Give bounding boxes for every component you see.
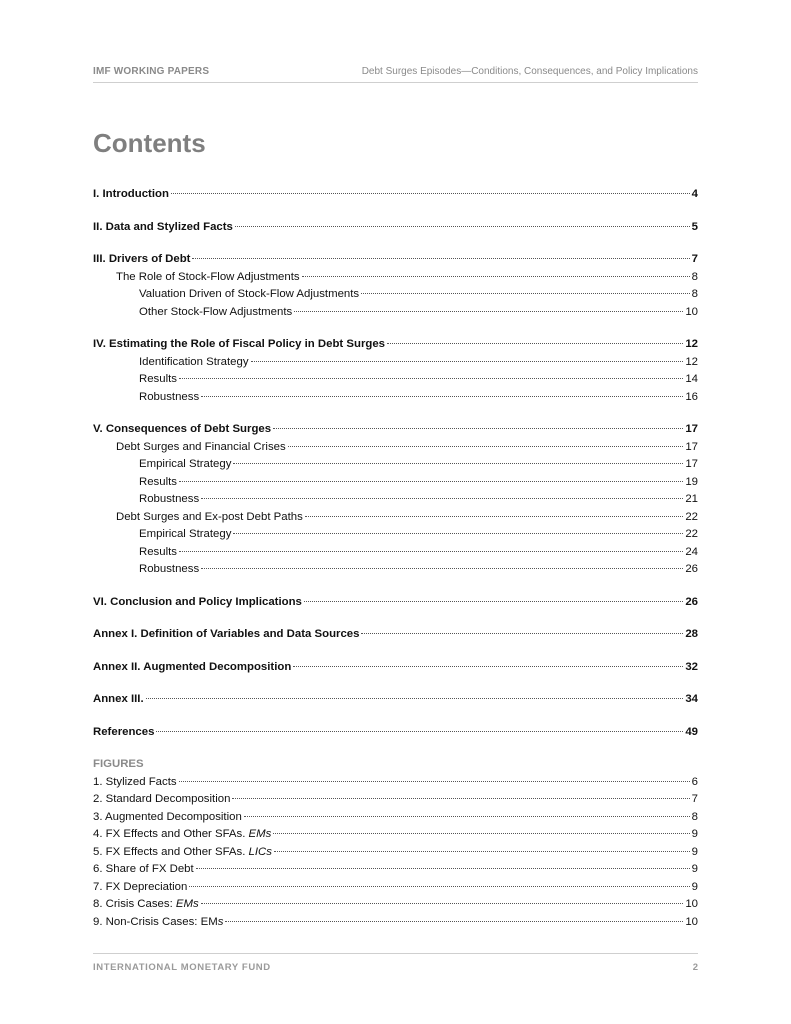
figure-entry-page: 8 [691,810,698,823]
dot-leader [156,730,683,732]
figure-entry[interactable] [93,826,698,844]
dot-leader [146,697,684,699]
footer-publisher: INTERNATIONAL MONETARY FUND [93,962,271,973]
toc-entry-label: Robustness [139,563,200,575]
toc-entry-page: 7 [691,253,698,265]
page-title: Contents [93,128,206,158]
toc-entry[interactable] [93,186,698,204]
toc-entry-label: VI. Conclusion and Policy Implications [93,595,302,608]
toc-entry[interactable] [93,659,698,677]
toc-entry-label: Other Stock-Flow Adjustments [139,305,293,318]
figure-entry-text: 3. Augmented Decomposition [93,810,242,823]
figures-heading: FIGURES [93,758,144,770]
dot-leader [189,885,689,887]
toc-entry[interactable] [93,421,698,439]
toc-entry-page: 34 [685,693,698,705]
toc-entry[interactable] [93,724,698,742]
dot-leader [233,462,683,464]
toc-entry-page: 4 [691,188,698,200]
toc-entry-page: 22 [685,510,698,523]
figure-entry-text: 5. FX Effects and Other SFAs. [93,845,249,858]
dot-leader [361,292,690,294]
toc-entry-page: 12 [685,338,698,350]
figure-entry-text: 8. Crisis Cases: [93,898,176,910]
dot-leader [179,550,683,552]
figure-entry[interactable] [93,844,698,862]
toc-entry-label: Robustness [139,493,200,505]
figure-entry-label [93,774,177,792]
toc-entry-label: II. Data and Stylized Facts [93,220,233,233]
figure-entry-label [93,809,242,827]
toc-entry[interactable] [93,561,698,579]
toc-entry-label: Identification Strategy [139,355,249,368]
dot-leader [201,567,683,569]
figure-entry-label [93,861,194,879]
toc-entry[interactable] [93,304,698,322]
toc-entry-page: 17 [685,458,698,470]
figure-entry[interactable] [93,774,698,792]
toc-entry-label: Results [139,373,177,385]
dot-leader [387,342,683,344]
figure-entry-text: 4. FX Effects and Other SFAs. [93,828,249,840]
toc-entry-page: 26 [685,563,698,575]
dot-leader [305,515,684,517]
figure-entry[interactable] [93,914,698,932]
figure-entry-page: 9 [691,845,698,858]
dot-leader [171,192,690,194]
dot-leader [233,532,683,534]
figure-entry[interactable] [93,879,698,897]
figure-entry-italic: EMs [248,828,272,840]
dot-leader [232,797,689,799]
figure-entry[interactable] [93,896,698,914]
figure-entry-label [93,844,272,862]
dot-leader [273,832,689,834]
toc-entry-page: 14 [685,373,698,385]
toc-entry[interactable] [93,509,698,527]
dot-leader [304,600,683,602]
figure-entry-text: 2. Standard Decomposition [93,793,231,805]
figure-entry-page: 9 [691,828,698,840]
dot-leader [273,427,683,429]
toc-entry-page: 32 [685,660,698,673]
figure-entry-text: 1. Stylized Facts [93,775,177,788]
toc-entry-page: 17 [685,440,698,453]
dot-leader [196,867,690,869]
toc-entry-label: Results [139,545,177,558]
toc-entry-page: 26 [685,595,698,608]
toc-entry-label: Debt Surges and Ex-post Debt Paths [116,510,303,523]
dot-leader [192,257,689,259]
toc-entry[interactable] [93,526,698,544]
figure-entry-page: 10 [685,898,698,910]
figure-entry-label [93,896,199,914]
toc-entry[interactable] [93,474,698,492]
dot-leader [244,815,690,817]
toc-entry[interactable] [93,594,698,612]
dot-leader [251,360,684,362]
toc-entry[interactable] [93,389,698,407]
figure-entry[interactable] [93,791,698,809]
toc-entry-page: 49 [685,725,698,738]
toc-entry[interactable] [93,251,698,269]
toc-entry-label: Empirical Strategy [139,458,232,470]
toc-entry-page: 17 [685,423,698,435]
header-series: IMF WORKING PAPERS [93,66,210,77]
toc-entry-page: 28 [685,628,698,640]
toc-entry[interactable] [93,354,698,372]
figure-entry-italic: s [217,915,224,928]
toc-entry-page: 22 [685,528,698,540]
toc-entry-label: Annex I. Definition of Variables and Data Sources [93,628,360,640]
toc-entry-label: References [93,725,155,738]
toc-entry[interactable] [93,219,698,237]
toc-entry-page: 19 [685,475,698,488]
toc-entry-page: 10 [685,305,698,318]
dot-leader [361,632,683,634]
toc-entry[interactable] [93,439,698,457]
toc-entry-label: Annex III. [93,693,144,705]
figure-entry-label [93,914,223,932]
figure-entry-label [93,791,230,809]
figure-entry-page: 9 [691,863,698,875]
figure-entry-page: 9 [691,880,698,893]
figure-entry-italic: LICs [248,845,272,858]
dot-leader [235,225,690,227]
dot-leader [179,780,690,782]
dot-leader [201,395,683,397]
dot-leader [293,665,683,667]
figure-entry-page: 10 [685,915,698,928]
toc-entry-label: Valuation Driven of Stock-Flow Adjustments [139,288,360,300]
toc-entry[interactable] [93,544,698,562]
toc-entry[interactable] [93,491,698,509]
toc-entry[interactable] [93,691,698,709]
running-footer [93,953,698,978]
toc-entry[interactable] [93,269,698,287]
dot-leader [201,497,683,499]
dot-leader [294,310,683,312]
figure-entry-page: 6 [691,775,698,788]
header-paper-title: Debt Surges Episodes—Conditions, Consequences, and Policy Implications [361,66,698,77]
toc-entry[interactable] [93,371,698,389]
running-header [93,64,698,83]
toc-entry-label: Results [139,475,177,488]
toc-entry-label: Annex II. Augmented Decomposition [93,660,292,673]
figure-entry-page: 7 [691,793,698,805]
figure-entry-text: 9. Non-Crisis Cases: EM [93,915,218,928]
toc-entry[interactable] [93,336,698,354]
figure-entry-label [93,879,187,897]
toc-entry-label: III. Drivers of Debt [93,253,191,265]
toc-entry-page: 12 [685,355,698,368]
dot-leader [288,445,684,447]
figure-entry-text: 7. FX Depreciation [93,880,188,893]
figure-entry[interactable] [93,861,698,879]
figure-entry[interactable] [93,809,698,827]
figure-entry-text: 6. Share of FX Debt [93,863,194,875]
toc-entry-label: I. Introduction [93,188,169,200]
toc-entry-page: 24 [685,545,698,558]
toc-entry-label: V. Consequences of Debt Surges [93,423,272,435]
dot-leader [201,902,684,904]
toc-entry-page: 8 [691,288,698,300]
toc-entry[interactable] [93,626,698,644]
dot-leader [302,275,690,277]
toc-entry-page: 8 [691,270,698,283]
toc-entry-label: Empirical Strategy [139,528,232,540]
toc-entry[interactable] [93,286,698,304]
dot-leader [179,377,683,379]
figure-entry-italic: EMs [175,898,199,910]
toc-entry-label: IV. Estimating the Role of Fiscal Policy in Debt Surges [93,338,386,350]
table-of-contents [93,186,698,931]
toc-entry-page: 16 [685,390,698,403]
toc-entry-page: 5 [691,220,698,233]
toc-entry[interactable] [93,456,698,474]
toc-entry-page: 21 [685,493,698,505]
dot-leader [179,480,683,482]
page-number: 2 [692,962,698,973]
figure-entry-label [93,826,271,844]
dot-leader [225,920,683,922]
dot-leader [274,850,690,852]
toc-entry-label: Robustness [139,390,200,403]
toc-entry-label: The Role of Stock-Flow Adjustments [116,270,300,283]
toc-entry-label: Debt Surges and Financial Crises [116,440,286,453]
